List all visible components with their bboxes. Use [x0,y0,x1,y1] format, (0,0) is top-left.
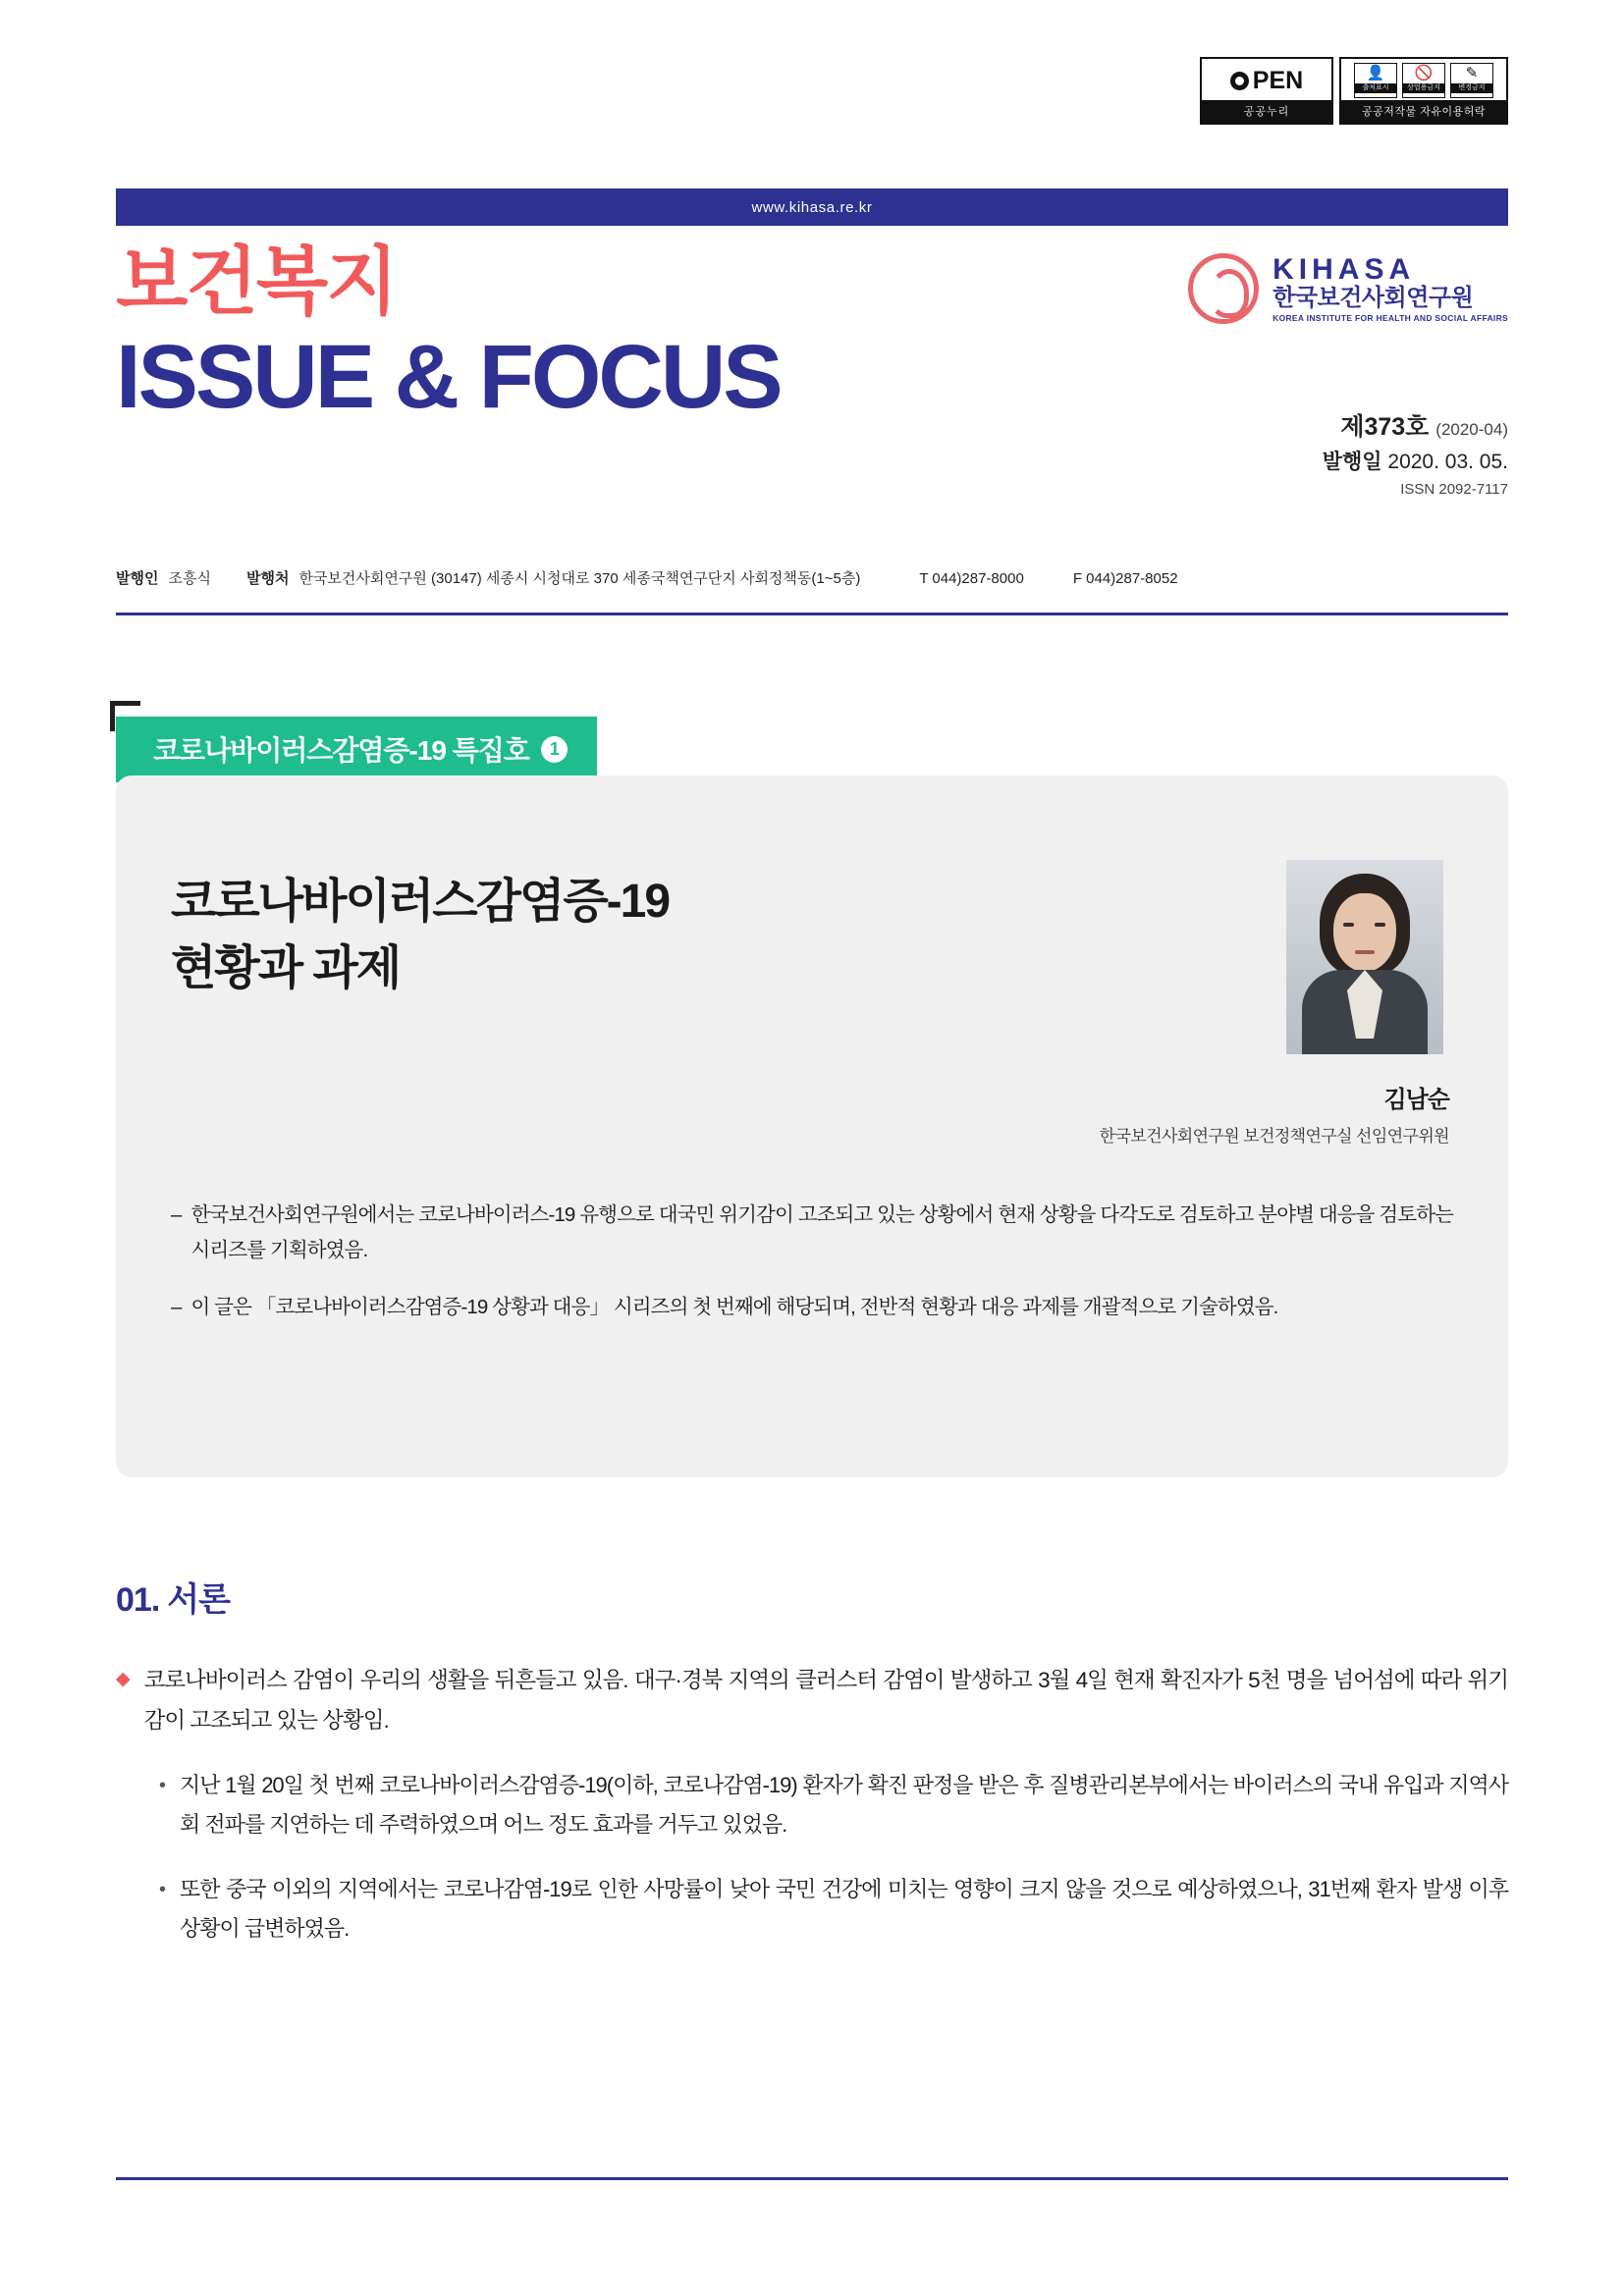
kogl-mark-attribution-caption: 출처표시 [1355,83,1396,93]
section-title: 서론 [167,1581,230,1619]
no-commercial-icon: 🚫 [1414,65,1434,81]
kogl-badge-group [1200,57,1508,125]
kogl-mark-noncommercial-caption: 상업용금지 [1403,83,1444,93]
author-name: 김남순 [1383,1087,1449,1113]
kihasa-name-en: KIHASA [1272,252,1416,286]
masthead [116,240,1508,499]
section-body [116,1661,1508,1974]
office-label: 발행처 [245,570,290,587]
kihasa-logo-text [1272,254,1508,323]
summary-bullet [171,1198,1453,1268]
footer-divider [116,2177,1508,2180]
issue-year: (2020-04) [1435,420,1508,439]
issn: ISSN 2092-7117 [1400,481,1508,499]
publisher-name: 조흥식 [168,570,211,587]
summary-bullet-text: 이 글은 「코로나바이러스감염증-19 상황과 대응」 시리즈의 첫 번째에 해당되며, 전반적 현황과 대응 과제를 개괄적으로 기술하였음. [190,1295,1278,1318]
special-issue-tag-wrap [116,717,597,782]
issue-number: 제373호 [1340,413,1430,441]
open-circle-icon [1230,72,1249,90]
issue-date-label: 발행일 [1322,450,1382,473]
office-value: 한국보건사회연구원 (30147) 세종시 시청대로 370 세종국책연구단지 사회정책동(1~5층) [298,570,861,587]
open-label: PEN [1252,66,1304,94]
fax-number: F 044)287-8052 [1072,570,1178,587]
person-icon: 👤 [1366,65,1385,81]
body-subparagraph-text: 지난 1월 20일 첫 번째 코로나바이러스감염증-19(이하, 코로나감염-19) 환자가 확진 판정을 받은 후 질병관리본부에서는 바이러스의 국내 유입과 지역사회 전파를 지연하는 데 주력하였으며 어느 정도 효과를 거두고 있었음. [180,1773,1508,1838]
issue-info [1323,408,1508,502]
body-paragraph-text: 코로나바이러스 감염이 우리의 생활을 뒤흔들고 있음. 대구·경북 지역의 클러스터 감염이 발생하고 3월 4일 현재 확진자가 5천 명을 넘어섬에 따라 위기감이 고조되고 있는 상황임. [143,1668,1508,1733]
publisher-label: 발행인 [116,570,159,587]
body-subparagraph-text: 또한 중국 이외의 지역에서는 코로나감염-19로 인한 사망률이 낮아 국민 건강에 미치는 영향이 크지 않을 것으로 예상하였으나, 31번째 환자 발생 이후 상황이 급변하였음. [180,1877,1508,1942]
article-title-line2: 현황과 과제 [171,942,401,995]
kogl-mark-attribution [1354,63,1397,98]
dash-icon: – [171,1203,182,1226]
body-paragraph-level1 [116,1661,1508,1740]
kogl-marks-caption: 공공저작물 자유이용허락 [1341,100,1506,123]
special-issue-tag [116,717,597,782]
special-issue-number-badge: 1 [541,736,568,763]
section-number: 01. [116,1581,160,1619]
section-heading [116,1573,230,1621]
publisher-line [116,567,1508,588]
dash-icon: – [171,1295,182,1318]
corner-bracket-icon [110,701,140,731]
dot-bullet-icon: • [159,1775,167,1796]
article-hero-box [116,775,1508,1477]
kogl-mark-noderivative [1450,63,1493,98]
dot-bullet-icon: • [159,1879,167,1901]
diamond-bullet-icon: ◆ [116,1669,131,1689]
issue-number-row [1323,408,1508,447]
website-url-bar: www.kihasa.re.kr [116,188,1508,226]
body-paragraph-level2 [159,1870,1508,1949]
summary-bullet [171,1290,1453,1325]
issue-date-row [1323,447,1508,479]
open-access-badge-top [1202,59,1331,100]
open-caption: 공공누리 [1202,100,1331,123]
article-title [171,869,669,1002]
author-affiliation: 한국보건사회연구원 보건정책연구실 선임연구위원 [1099,1127,1449,1146]
kogl-mark-noncommercial [1402,63,1445,98]
issue-date-value: 2020. 03. 05. [1387,450,1508,473]
summary-bullets [171,1198,1453,1347]
phone-number: T 044)287-8000 [919,570,1024,587]
author-photo [1286,860,1443,1054]
body-paragraph-level2 [159,1766,1508,1844]
kihasa-name-sub: KOREA INSTITUTE FOR HEALTH AND SOCIAL AFFAIRS [1272,313,1508,324]
publication-title-kr: 보건복지 [116,240,397,324]
publication-title-en: ISSUE & FOCUS [116,326,781,427]
author-block [1100,1080,1449,1147]
kogl-marks-badge [1339,57,1508,125]
kihasa-logo [1188,253,1508,324]
kihasa-symbol-icon [1188,253,1259,324]
article-title-line1: 코로나바이러스감염증-19 [171,876,670,928]
open-access-badge [1200,57,1333,125]
special-issue-tag-label: 코로나바이러스감염증-19 특집호 [153,735,529,766]
header-divider [116,613,1508,615]
kogl-mark-noderivative-caption: 변경금지 [1451,83,1492,93]
summary-bullet-text: 한국보건사회연구원에서는 코로나바이러스-19 유행으로 대국민 위기감이 고조되고 있는 상황에서 현재 상황을 다각도로 검토하고 분야별 대응을 검토하는 시리즈를 기획하였음. [190,1203,1453,1261]
no-edit-icon: ✎ [1465,65,1479,81]
kogl-marks-row [1341,59,1506,100]
kihasa-name-kr: 한국보건사회연구원 [1272,285,1474,312]
